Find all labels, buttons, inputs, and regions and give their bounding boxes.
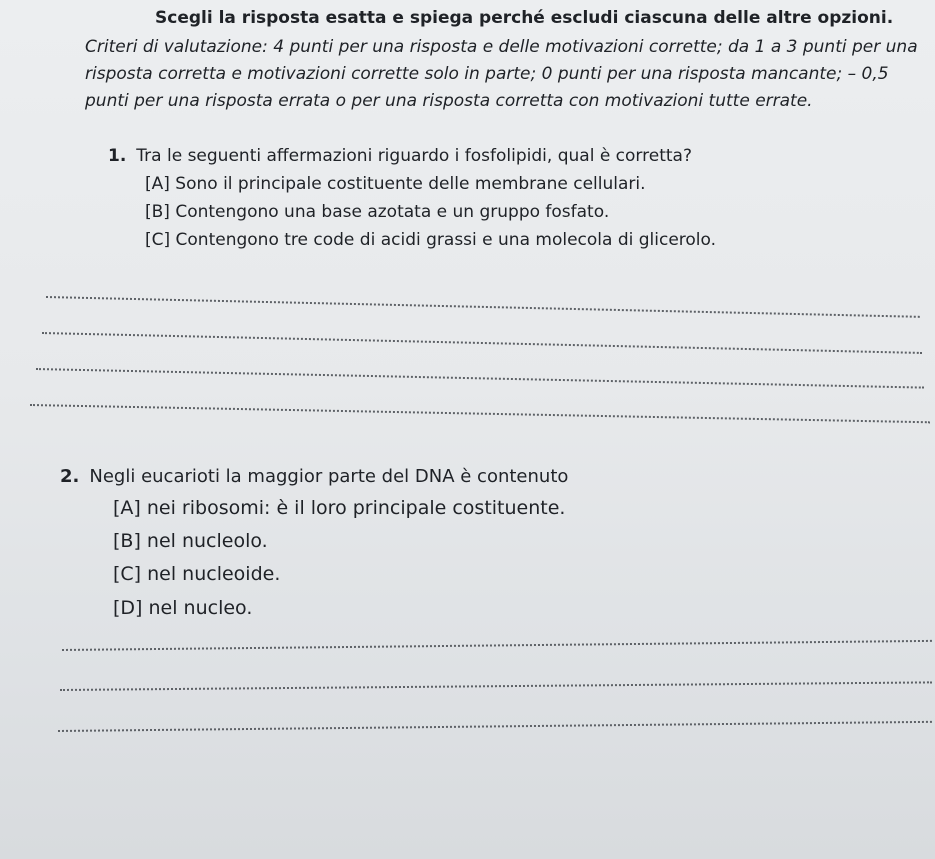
answer-line: [58, 721, 932, 732]
question-text: Tra le seguenti affermazioni riguardo i fosfolipidi, qual è corretta?: [136, 146, 692, 166]
question-2-option-a: [A] nei ribosomi: è il loro principale costituente.: [113, 497, 566, 519]
question-2-option-d: [D] nel nucleo.: [113, 597, 253, 619]
question-2-option-c: [C] nel nucleoide.: [113, 563, 281, 585]
criteria-label: Criteri di valutazione:: [85, 37, 268, 57]
answer-line: [60, 681, 932, 691]
question-1-option-b: [B] Contengono una base azotata e un gruppo fosfato.: [145, 202, 610, 222]
question-text: Negli eucarioti la maggior parte del DNA è contenuto: [89, 466, 569, 487]
question-2: [60, 466, 568, 487]
answer-line: [36, 368, 924, 389]
criteria-text: 4 punti per una risposta e delle motivazioni corrette; da 1 a 3 punti per una risposta corretta e motivazioni corrette solo in parte; 0 punti per una risposta mancante; – 0,5 punti per una risposta errata o per una risposta corretta con motivazioni tutte errate.: [85, 37, 918, 111]
question-2-option-b: [B] nel nucleolo.: [113, 530, 268, 552]
question-number: 1.: [108, 146, 127, 166]
instructions-heading: Scegli la risposta esatta e spiega perché escludi ciascuna delle altre opzioni.: [155, 8, 894, 28]
question-1-option-a: [A] Sono il principale costituente delle membrane cellulari.: [145, 174, 646, 194]
question-1-option-c: [C] Contengono tre code di acidi grassi e una molecola di glicerolo.: [145, 230, 717, 250]
question-1: [108, 146, 692, 166]
answer-line: [62, 640, 932, 651]
answer-line: [30, 404, 930, 423]
grading-criteria: [85, 34, 930, 115]
answer-line: [42, 332, 922, 354]
answer-line: [46, 296, 920, 318]
question-number: 2.: [60, 466, 80, 487]
